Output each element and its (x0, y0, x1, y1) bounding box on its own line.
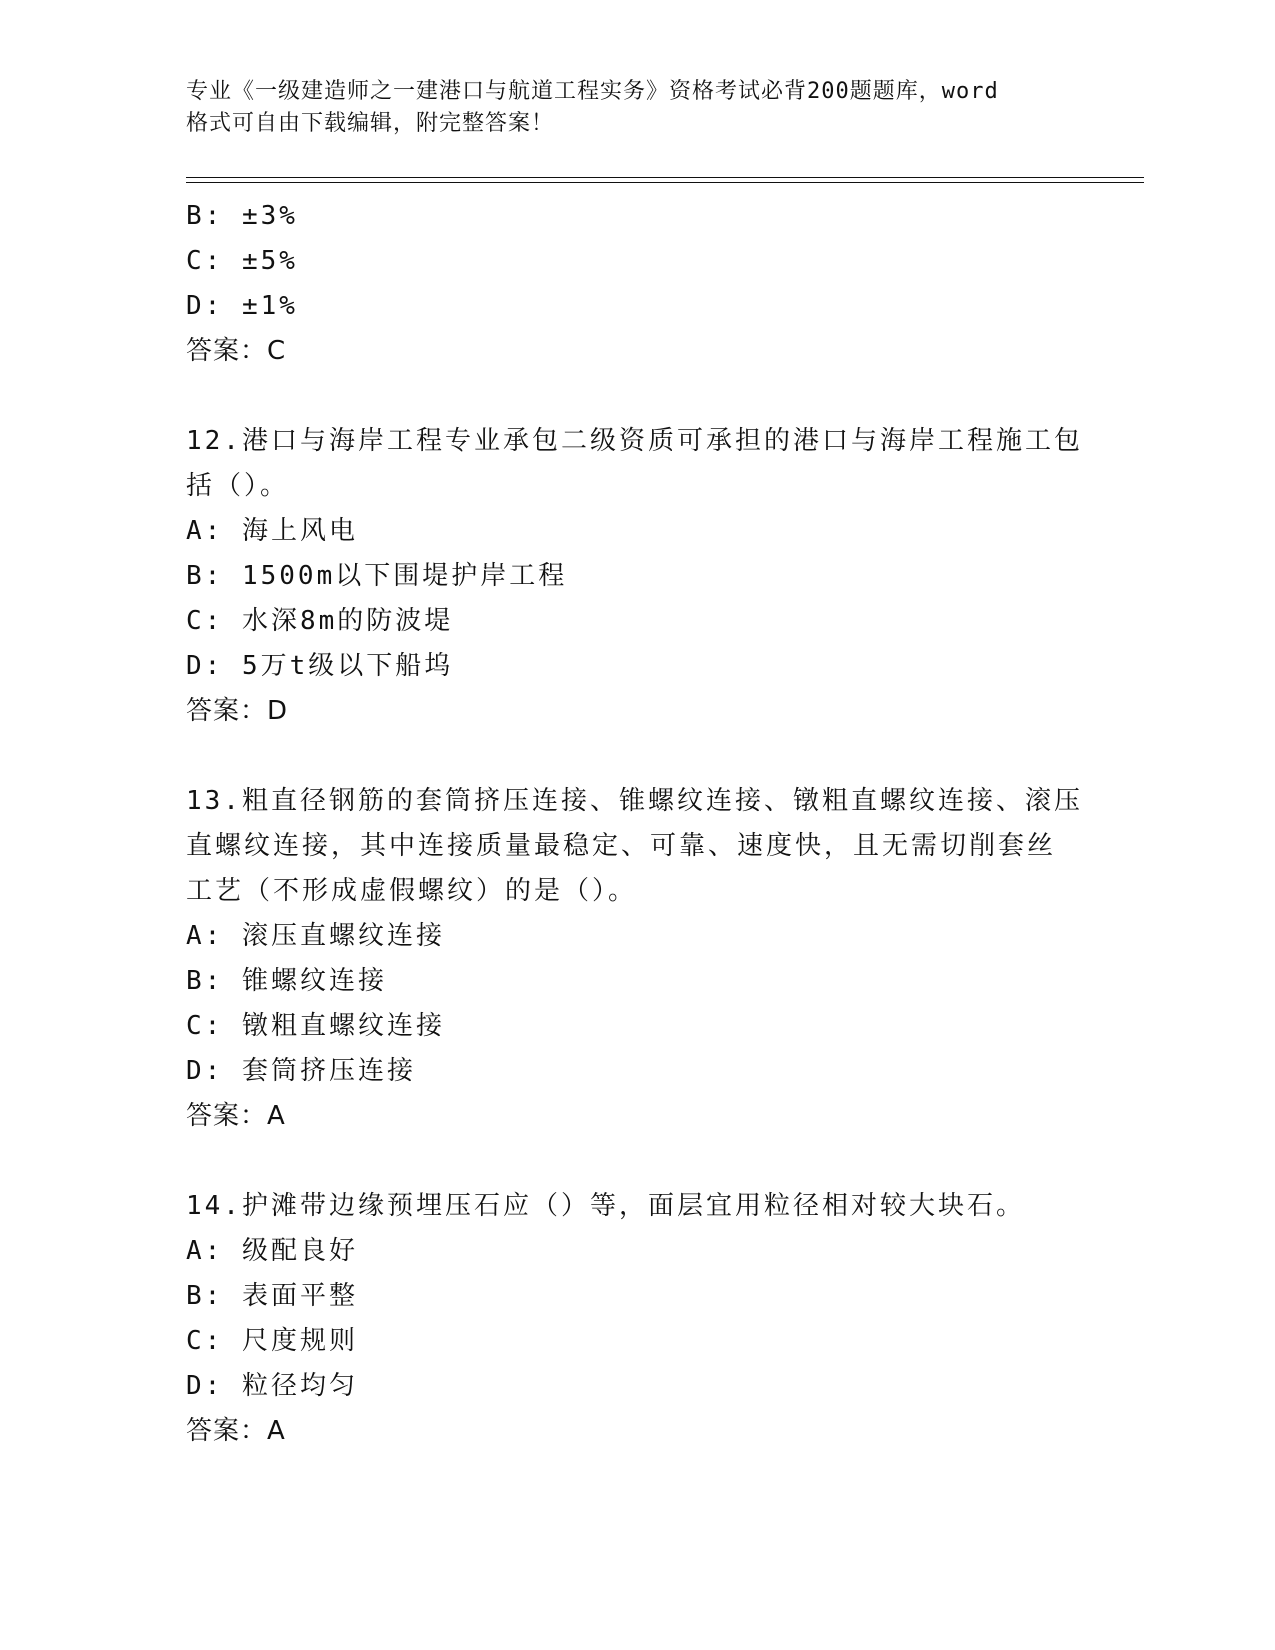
answer-line: 答案：D (186, 696, 289, 726)
header-rule-top (186, 177, 1144, 178)
question-13 (186, 779, 1083, 1139)
option-a: A: 级配良好 (186, 1236, 358, 1266)
option-a: A: 滚压直螺纹连接 (186, 921, 445, 951)
question-text-line: 13.粗直径钢筋的套筒挤压连接、锥螺纹连接、镦粗直螺纹连接、滚压 (186, 786, 1083, 816)
question-12 (186, 419, 1083, 734)
question-text-line: 工艺（不形成虚假螺纹）的是（）。 (186, 876, 638, 906)
question-14 (186, 1184, 1066, 1454)
answer-line: 答案：A (186, 1416, 286, 1446)
option-c: C: 镦粗直螺纹连接 (186, 1011, 445, 1041)
option-b: B: 表面平整 (186, 1281, 358, 1311)
previous-question-tail (186, 194, 1066, 374)
option-d: D: 套筒挤压连接 (186, 1056, 416, 1086)
answer-line: 答案：A (186, 1101, 286, 1131)
header-line-1: 专业《一级建造师之一建港口与航道工程实务》资格考试必背200题题库，word (186, 79, 999, 104)
option-a: A: 海上风电 (186, 516, 358, 546)
option-c: C: 水深8m的防波堤 (186, 606, 454, 636)
answer-line: 答案：C (186, 336, 287, 366)
option-b: B: 1500m以下围堤护岸工程 (186, 561, 568, 591)
question-list (186, 194, 1083, 1454)
header-rule-bottom (186, 182, 1144, 183)
question-text-line: 括（）。 (186, 471, 290, 501)
header-line-2: 格式可自由下载编辑，附完整答案！ (186, 111, 555, 136)
option-c: C: ±5% (186, 246, 298, 276)
option-b: B: 锥螺纹连接 (186, 966, 387, 996)
question-text-line: 12.港口与海岸工程专业承包二级资质可承担的港口与海岸工程施工包 (186, 426, 1083, 456)
option-d: D: 5万t级以下船坞 (186, 651, 454, 681)
question-text-line: 14.护滩带边缘预埋压石应（）等，面层宜用粒径相对较大块石。 (186, 1191, 1025, 1221)
option-c: C: 尺度规则 (186, 1326, 358, 1356)
option-d: D: ±1% (186, 291, 298, 321)
option-d: D: 粒径均匀 (186, 1371, 358, 1401)
document-header (186, 76, 1066, 140)
question-text-line: 直螺纹连接，其中连接质量最稳定、可靠、速度快，且无需切削套丝 (186, 831, 1057, 861)
option-b: B: ±3% (186, 201, 298, 231)
